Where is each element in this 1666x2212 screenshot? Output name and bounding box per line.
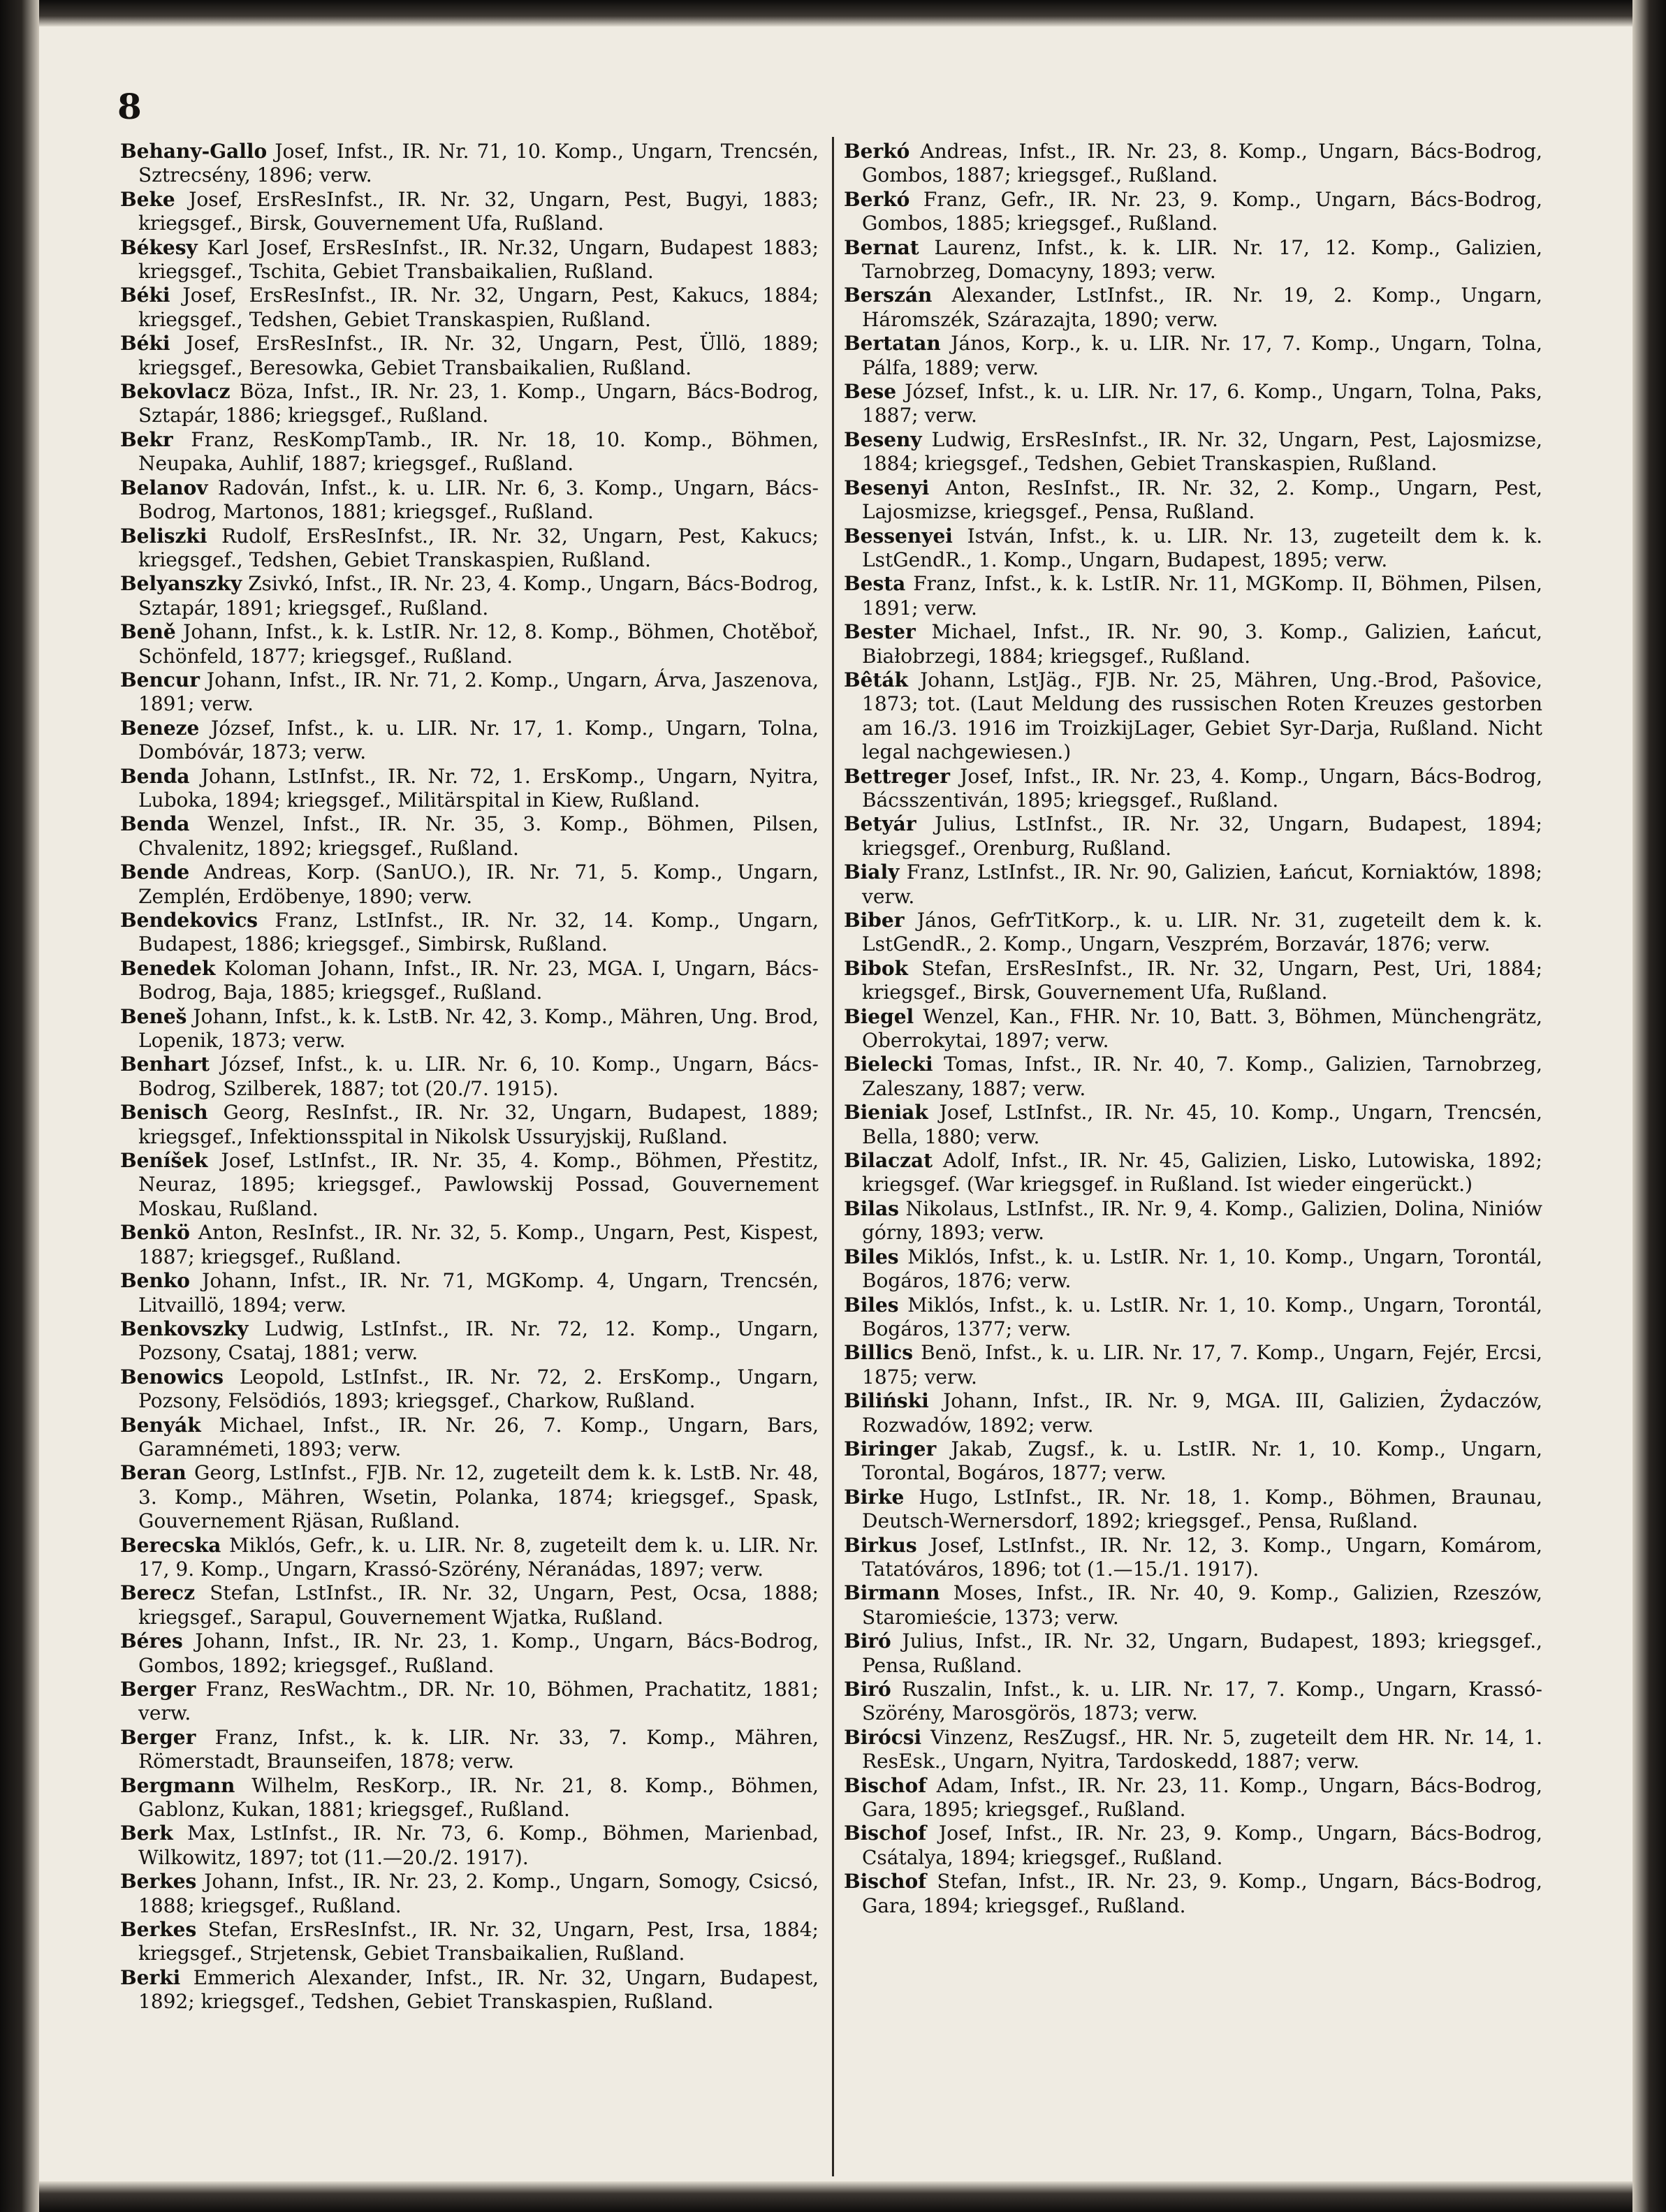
list-entry bbox=[844, 668, 1542, 765]
list-entry bbox=[844, 860, 1542, 909]
entry-details: Josef, LstInfst., IR. Nr. 35, 4. Komp., Böhmen, Přestitz, Neuraz, 1895; kriegsgef., Pawlowskij Possad, Gouvernement Moskau, Rußland. bbox=[138, 1149, 819, 1220]
entry-details: József, Infst., k. u. LIR. Nr. 17, 6. Komp., Ungarn, Tolna, Paks, 1887; verw. bbox=[862, 380, 1543, 427]
entry-details: Zsivkó, Infst., IR. Nr. 23, 4. Komp., Ungarn, Bács-Bodrog, Sztapár, 1891; kriegsgef., Rußland. bbox=[138, 572, 819, 620]
list-entry bbox=[844, 1053, 1542, 1101]
entry-surname: Biliński bbox=[844, 1389, 929, 1413]
entry-surname: Biles bbox=[844, 1293, 899, 1317]
scan-border-right bbox=[1632, 0, 1666, 2212]
entry-surname: Birmann bbox=[844, 1581, 940, 1605]
left-column bbox=[120, 140, 819, 2014]
entry-details: Josef, LstInfst., IR. Nr. 45, 10. Komp., Ungarn, Trencsén, Bella, 1880; verw. bbox=[862, 1101, 1542, 1148]
entry-surname: Belyanszky bbox=[120, 572, 242, 596]
entry-surname: Beneš bbox=[120, 1004, 187, 1028]
list-entry bbox=[120, 1053, 819, 1101]
list-entry bbox=[120, 765, 819, 813]
entry-surname: Biringer bbox=[844, 1437, 937, 1460]
list-entry bbox=[120, 332, 819, 380]
entry-details: Emmerich Alexander, Infst., IR. Nr. 32, Ungarn, Budapest, 1892; kriegsgef., Tedshen, Gebiet Transkaspien, Rußland. bbox=[138, 1965, 819, 2014]
list-entry bbox=[844, 1101, 1542, 1149]
list-entry bbox=[120, 1005, 819, 1053]
entry-surname: Bese bbox=[844, 380, 897, 404]
entry-surname: Birócsi bbox=[844, 1725, 922, 1749]
entry-details: Radován, Infst., k. u. LIR. Nr. 6, 3. Komp., Ungarn, Bács-Bodrog, Martonos, 1881; kriegsgef., Rußland. bbox=[138, 476, 819, 524]
entry-surname: Benkö bbox=[120, 1221, 190, 1245]
entry-surname: Berkó bbox=[844, 187, 910, 211]
list-entry bbox=[120, 428, 819, 476]
list-entry bbox=[844, 1534, 1542, 1582]
entry-surname: Beneze bbox=[120, 716, 200, 740]
entry-details: Karl Josef, ErsResInfst., IR. Nr.32, Ungarn, Budapest 1883; kriegsgef., Tschita, Gebiet Transbaikalien, Rußland. bbox=[138, 235, 819, 284]
entry-surname: Berk bbox=[120, 1822, 173, 1845]
entry-details: Moses, Infst., IR. Nr. 40, 9. Komp., Galizien, Rzeszów, Staromieście, 1373; verw. bbox=[862, 1581, 1542, 1629]
entry-surname: Béres bbox=[120, 1629, 183, 1653]
entry-details: Stefan, LstInfst., IR. Nr. 32, Ungarn, Pest, Ocsa, 1888; kriegsgef., Sarapul, Gouvernement Wjatka, Rußland. bbox=[138, 1581, 819, 1629]
entry-surname: Békesy bbox=[120, 235, 198, 259]
entry-surname: Bekovlacz bbox=[120, 380, 231, 404]
list-entry bbox=[844, 332, 1542, 380]
entry-surname: Benowics bbox=[120, 1365, 224, 1389]
entry-details: Georg, LstInfst., FJB. Nr. 12, zugeteilt dem k. k. LstB. Nr. 48, 3. Komp., Mähren, Wsetin, Polanka, 1874; kriegsgef., Spask, Gouvernement Rjäsan, Rußland. bbox=[138, 1461, 819, 1533]
list-entry bbox=[844, 1726, 1542, 1774]
list-entry bbox=[120, 1678, 819, 1726]
entry-surname: Bencur bbox=[120, 668, 200, 691]
list-entry bbox=[120, 525, 819, 573]
list-entry bbox=[844, 140, 1542, 188]
column-divider bbox=[832, 137, 834, 2176]
entry-surname: Bende bbox=[120, 860, 190, 884]
list-entry bbox=[120, 1629, 819, 1678]
entry-details: Johann, Infst., IR. Nr. 71, 2. Komp., Ungarn, Árva, Jaszenova, 1891; verw. bbox=[138, 668, 819, 716]
entry-surname: Beke bbox=[120, 187, 175, 211]
entry-surname: Billics bbox=[844, 1341, 914, 1365]
entry-surname: Besenyi bbox=[844, 476, 930, 499]
entry-surname: Bekr bbox=[120, 427, 173, 451]
entry-surname: Bertatan bbox=[844, 332, 941, 356]
list-entry bbox=[120, 1149, 819, 1221]
entry-surname: Bester bbox=[844, 620, 916, 644]
entry-surname: Benko bbox=[120, 1269, 190, 1293]
entry-surname: Bendekovics bbox=[120, 909, 258, 932]
entry-details: Laurenz, Infst., k. k. LIR. Nr. 17, 12. Komp., Galizien, Tarnobrzeg, Domacyny, 1893; verw. bbox=[862, 235, 1542, 284]
entry-surname: Bischof bbox=[844, 1870, 927, 1894]
entry-details: Leopold, LstInfst., IR. Nr. 72, 2. ErsKomp., Ungarn, Pozsony, Felsödiós, 1893; kriegsgef., Charkow, Rußland. bbox=[138, 1365, 819, 1413]
entry-details: Alexander, LstInfst., IR. Nr. 19, 2. Komp., Ungarn, Háromszék, Szárazajta, 1890; verw. bbox=[862, 284, 1542, 331]
list-entry bbox=[844, 957, 1542, 1005]
entry-surname: Biber bbox=[844, 909, 905, 932]
entry-details: János, GefrTitKorp., k. u. LIR. Nr. 31, zugeteilt dem k. k. LstGendR., 2. Komp., Ungarn, Veszprém, Borzavár, 1876; verw. bbox=[862, 909, 1542, 956]
entry-surname: Birkus bbox=[844, 1533, 917, 1557]
entry-details: Franz, LstInfst., IR. Nr. 90, Galizien, Łańcut, Korniaktów, 1898; verw. bbox=[862, 860, 1542, 908]
list-entry bbox=[120, 1581, 819, 1629]
entry-details: József, Infst., k. u. LIR. Nr. 17, 1. Komp., Ungarn, Tolna, Dombóvár, 1873; verw. bbox=[138, 716, 819, 764]
entry-surname: Belanov bbox=[120, 476, 208, 499]
list-entry bbox=[120, 1870, 819, 1918]
entry-details: Josef, Infst., IR. Nr. 23, 4. Komp., Ungarn, Bács-Bodrog, Bácsszentiván, 1895; kriegsgef., Rußland. bbox=[862, 764, 1542, 812]
entry-surname: Biró bbox=[844, 1629, 891, 1653]
list-entry bbox=[844, 1629, 1542, 1678]
entry-details: Miklós, Infst., k. u. LstIR. Nr. 1, 10. Komp., Ungarn, Torontál, Bogáros, 1876; verw. bbox=[862, 1245, 1542, 1293]
list-entry bbox=[120, 1774, 819, 1822]
entry-details: Michael, Infst., IR. Nr. 90, 3. Komp., Galizien, Łańcut, Białobrzegi, 1884; kriegsgef., Rußland. bbox=[862, 620, 1542, 668]
entry-surname: Birke bbox=[844, 1485, 905, 1509]
entry-details: Jakab, Zugsf., k. u. LstIR. Nr. 1, 10. Komp., Ungarn, Torontal, Bogáros, 1877; verw. bbox=[862, 1437, 1542, 1485]
list-entry bbox=[120, 668, 819, 717]
entry-surname: Behany-Gallo bbox=[120, 140, 268, 163]
entry-details: Adolf, Infst., IR. Nr. 45, Galizien, Lisko, Lutowiska, 1892; kriegsgef. (War kriegsgef. in Rußland. Ist wieder eingerückt.) bbox=[862, 1149, 1542, 1196]
entry-details: Josef, Infst., IR. Nr. 23, 9. Komp., Ungarn, Bács-Bodrog, Csátalya, 1894; kriegsgef., Rußland. bbox=[862, 1822, 1542, 1869]
entry-details: Franz, ResKompTamb., IR. Nr. 18, 10. Komp., Böhmen, Neupaka, Auhlif, 1887; kriegsgef., Rußland. bbox=[138, 427, 819, 476]
entry-details: Franz, ResWachtm., DR. Nr. 10, Böhmen, Prachatitz, 1881; verw. bbox=[138, 1678, 819, 1725]
entry-surname: Bischof bbox=[844, 1773, 927, 1797]
list-entry bbox=[120, 860, 819, 909]
list-entry bbox=[844, 1294, 1542, 1342]
list-entry bbox=[120, 284, 819, 332]
list-entry bbox=[844, 1245, 1542, 1294]
list-entry bbox=[120, 717, 819, 765]
list-entry bbox=[120, 1269, 819, 1317]
list-entry bbox=[844, 1389, 1542, 1437]
entry-details: Böza, Infst., IR. Nr. 23, 1. Komp., Ungarn, Bács-Bodrog, Sztapár, 1886; kriegsgef., Rußland. bbox=[138, 380, 819, 427]
scan-border-bottom bbox=[0, 2181, 1666, 2212]
entry-surname: Bessenyei bbox=[844, 524, 953, 548]
list-entry bbox=[120, 1101, 819, 1149]
entry-details: Ludwig, ErsResInfst., IR. Nr. 32, Ungarn, Pest, Lajosmizse, 1884; kriegsgef., Tedshen, Gebiet Transkaspien, Rußland. bbox=[862, 427, 1542, 476]
entry-surname: Béki bbox=[120, 332, 170, 356]
entry-details: Koloman Johann, Infst., IR. Nr. 23, MGA. I, Ungarn, Bács-Bodrog, Baja, 1885; kriegsgef., Rußland. bbox=[138, 956, 819, 1004]
list-entry bbox=[844, 572, 1542, 620]
list-entry bbox=[844, 428, 1542, 476]
entry-details: Johann, Infst., IR. Nr. 71, MGKomp. 4, Ungarn, Trencsén, Litvaillö, 1894; verw. bbox=[138, 1269, 819, 1317]
entry-details: Georg, ResInfst., IR. Nr. 32, Ungarn, Budapest, 1889; kriegsgef., Infektionsspital in Nikolsk Ussuryjskij, Rußland. bbox=[138, 1101, 819, 1148]
entry-surname: Biles bbox=[844, 1245, 899, 1268]
entry-details: Miklós, Infst., k. u. LstIR. Nr. 1, 10. Komp., Ungarn, Torontál, Bogáros, 1377; verw. bbox=[862, 1293, 1542, 1340]
list-entry bbox=[120, 812, 819, 860]
list-entry bbox=[844, 1678, 1542, 1726]
list-entry bbox=[120, 476, 819, 525]
entry-details: Franz, Infst., k. k. LIR. Nr. 33, 7. Komp., Mähren, Römerstadt, Braunseifen, 1878; verw. bbox=[138, 1725, 819, 1773]
list-entry bbox=[844, 380, 1542, 428]
list-entry bbox=[120, 1414, 819, 1462]
entry-details: Adam, Infst., IR. Nr. 23, 11. Komp., Ungarn, Bács-Bodrog, Gara, 1895; kriegsgef., Rußland. bbox=[862, 1773, 1542, 1822]
list-entry bbox=[120, 957, 819, 1005]
list-entry bbox=[844, 1197, 1542, 1245]
entry-details: Julius, LstInfst., IR. Nr. 32, Ungarn, Budapest, 1894; kriegsgef., Orenburg, Rußland. bbox=[862, 812, 1542, 860]
entry-surname: Berger bbox=[120, 1725, 196, 1749]
page-number: 8 bbox=[117, 86, 142, 127]
list-entry bbox=[844, 525, 1542, 573]
entry-surname: Beran bbox=[120, 1461, 187, 1485]
entry-details: Johann, Infst., k. k. LstB. Nr. 42, 3. Komp., Mähren, Ung. Brod, Lopenik, 1873; verw. bbox=[138, 1004, 819, 1053]
entry-surname: Béki bbox=[120, 284, 170, 307]
entry-details: Tomas, Infst., IR. Nr. 40, 7. Komp., Galizien, Tarnobrzeg, Zaleszany, 1887; verw. bbox=[862, 1053, 1542, 1100]
entry-details: Wenzel, Kan., FHR. Nr. 10, Batt. 3, Böhmen, Münchengrätz, Oberrokytai, 1897; verw. bbox=[862, 1004, 1542, 1053]
entry-surname: Beseny bbox=[844, 427, 922, 451]
entry-details: Josef, ErsResInfst., IR. Nr. 32, Ungarn, Pest, Üllö, 1889; kriegsgef., Beresowka, Gebiet Transbaikalien, Rußland. bbox=[138, 332, 819, 379]
entry-surname: Berecska bbox=[120, 1533, 221, 1557]
entry-details: Josef, Infst., IR. Nr. 71, 10. Komp., Ungarn, Trencsén, Sztrecsény, 1896; verw. bbox=[138, 140, 819, 187]
list-entry bbox=[844, 1486, 1542, 1534]
entry-details: Nikolaus, LstInfst., IR. Nr. 9, 4. Komp., Galizien, Dolina, Niniów górny, 1893; verw. bbox=[862, 1196, 1542, 1245]
right-column bbox=[844, 140, 1542, 1918]
entry-details: Julius, Infst., IR. Nr. 32, Ungarn, Budapest, 1893; kriegsgef., Pensa, Rußland. bbox=[862, 1629, 1542, 1677]
list-entry bbox=[120, 188, 819, 236]
entry-details: Andreas, Korp. (SanUO.), IR. Nr. 71, 5. Komp., Ungarn, Zemplén, Erdöbenye, 1890; verw. bbox=[138, 860, 819, 908]
entry-surname: Benda bbox=[120, 764, 190, 788]
entry-details: Andreas, Infst., IR. Nr. 23, 8. Komp., Ungarn, Bács-Bodrog, Gombos, 1887; kriegsgef., Rußland. bbox=[862, 140, 1542, 187]
list-entry bbox=[120, 1365, 819, 1414]
entry-details: János, Korp., k. u. LIR. Nr. 17, 7. Komp., Ungarn, Tolna, Pálfa, 1889; verw. bbox=[862, 332, 1542, 379]
entry-details: Johann, LstInfst., IR. Nr. 72, 1. ErsKomp., Ungarn, Nyitra, Luboka, 1894; kriegsgef., Militärspital in Kiew, Rußland. bbox=[138, 764, 819, 812]
entry-surname: Bieniak bbox=[844, 1101, 928, 1125]
entry-details: Hugo, LstInfst., IR. Nr. 18, 1. Komp., Böhmen, Braunau, Deutsch-Wernersdorf, 1892; kriegsgef., Pensa, Rußland. bbox=[862, 1485, 1543, 1533]
entry-details: Franz, LstInfst., IR. Nr. 32, 14. Komp., Ungarn, Budapest, 1886; kriegsgef., Simbirsk, Rußland. bbox=[138, 909, 819, 956]
entry-surname: Bibok bbox=[844, 956, 908, 980]
entry-surname: Betyár bbox=[844, 812, 916, 836]
entry-details: Johann, Infst., IR. Nr. 23, 1. Komp., Ungarn, Bács-Bodrog, Gombos, 1892; kriegsgef., Rußland. bbox=[138, 1629, 819, 1677]
scan-border-left bbox=[0, 0, 39, 2212]
entry-details: Miklós, Gefr., k. u. LIR. Nr. 8, zugeteilt dem k. u. LIR. Nr. 17, 9. Komp., Ungarn, Krassó-Szörény, Néranádas, 1897; verw. bbox=[138, 1533, 819, 1581]
list-entry bbox=[844, 1437, 1542, 1486]
list-entry bbox=[120, 1317, 819, 1365]
entry-details: Josef, ErsResInfst., IR. Nr. 32, Ungarn, Pest, Kakucs, 1884; kriegsgef., Tedshen, Gebiet Transkaspien, Rußland. bbox=[138, 284, 819, 331]
entry-surname: Berki bbox=[120, 1965, 181, 1989]
entry-surname: Benyák bbox=[120, 1413, 201, 1437]
scan-border-top bbox=[0, 0, 1666, 27]
list-entry bbox=[120, 1918, 819, 1966]
entry-surname: Beně bbox=[120, 620, 176, 644]
entry-surname: Bêták bbox=[844, 668, 908, 691]
list-entry bbox=[844, 284, 1542, 332]
entry-details: Wenzel, Infst., IR. Nr. 35, 3. Komp., Böhmen, Pilsen, Chvalenitz, 1892; kriegsgef., Rußland. bbox=[138, 812, 819, 860]
entry-surname: Berkes bbox=[120, 1918, 197, 1942]
entry-details: Anton, ResInfst., IR. Nr. 32, 2. Komp., Ungarn, Pest, Lajosmizse, kriegsgef., Pensa, Rußland. bbox=[862, 476, 1542, 524]
entry-details: Franz, Infst., k. k. LstIR. Nr. 11, MGKomp. II, Böhmen, Pilsen, 1891; verw. bbox=[862, 572, 1542, 620]
list-entry bbox=[844, 476, 1542, 525]
entry-details: Johann, LstJäg., FJB. Nr. 25, Mähren, Ung.-Brod, Pašovice, 1873; tot. (Laut Meldung des russischen Roten Kreuzes gestorben am 16./3. 1916 im TroizkijLager, Gebiet Syr-Darja, Rußland. Nicht legal nachgewiesen.) bbox=[862, 668, 1542, 764]
entry-details: Max, LstInfst., IR. Nr. 73, 6. Komp., Böhmen, Marienbad, Wilkowitz, 1897; tot (11.—20./2. 1917). bbox=[138, 1822, 819, 1869]
entry-details: István, Infst., k. u. LIR. Nr. 13, zugeteilt dem k. k. LstGendR., 1. Komp., Ungarn, Budapest, 1895; verw. bbox=[862, 524, 1542, 571]
entry-surname: Benhart bbox=[120, 1053, 210, 1076]
entry-surname: Bilaczat bbox=[844, 1149, 933, 1173]
entry-surname: Benisch bbox=[120, 1101, 208, 1125]
entry-details: Benö, Infst., k. u. LIR. Nr. 17, 7. Komp., Ungarn, Fejér, Ercsi, 1875; verw. bbox=[862, 1341, 1542, 1389]
list-entry bbox=[120, 909, 819, 957]
list-entry bbox=[844, 765, 1542, 813]
list-entry bbox=[120, 1534, 819, 1582]
entry-surname: Bischof bbox=[844, 1822, 927, 1845]
list-entry bbox=[120, 620, 819, 668]
list-entry bbox=[844, 188, 1542, 236]
entry-details: Josef, ErsResInfst., IR. Nr. 32, Ungarn, Pest, Bugyi, 1883; kriegsgef., Birsk, Gouvernement Ufa, Rußland. bbox=[138, 187, 819, 235]
entry-surname: Bergmann bbox=[120, 1773, 235, 1797]
list-entry bbox=[120, 1966, 819, 2014]
entry-details: Ruszalin, Infst., k. u. LIR. Nr. 17, 7. Komp., Ungarn, Krassó-Szörény, Marosgörös, 1873; verw. bbox=[862, 1678, 1542, 1725]
entry-surname: Bielecki bbox=[844, 1053, 933, 1076]
entry-surname: Benkovszky bbox=[120, 1317, 249, 1340]
list-entry bbox=[120, 1726, 819, 1774]
entry-details: Ludwig, LstInfst., IR. Nr. 72, 12. Komp., Ungarn, Pozsony, Csataj, 1881; verw. bbox=[138, 1317, 819, 1365]
entry-surname: Berecz bbox=[120, 1581, 195, 1605]
list-entry bbox=[844, 1005, 1542, 1053]
entry-surname: Bialy bbox=[844, 860, 900, 884]
entry-surname: Benedek bbox=[120, 956, 216, 980]
list-entry bbox=[844, 1870, 1542, 1918]
list-entry bbox=[120, 572, 819, 620]
entry-surname: Besta bbox=[844, 572, 906, 596]
entry-details: József, Infst., k. u. LIR. Nr. 6, 10. Komp., Ungarn, Bács-Bodrog, Szilberek, 1887; tot (20./7. 1915). bbox=[138, 1053, 819, 1100]
entry-surname: Bettreger bbox=[844, 764, 951, 788]
list-entry bbox=[844, 1822, 1542, 1870]
list-entry bbox=[120, 236, 819, 284]
list-entry bbox=[844, 1341, 1542, 1389]
entry-details: Johann, Infst., IR. Nr. 23, 2. Komp., Ungarn, Somogy, Csicsó, 1888; kriegsgef., Rußland. bbox=[138, 1870, 819, 1917]
entry-surname: Biegel bbox=[844, 1004, 914, 1028]
list-entry bbox=[844, 620, 1542, 668]
entry-surname: Benda bbox=[120, 812, 190, 836]
list-entry bbox=[120, 140, 819, 188]
list-entry bbox=[844, 909, 1542, 957]
entry-details: Wilhelm, ResKorp., IR. Nr. 21, 8. Komp., Böhmen, Gablonz, Kukan, 1881; kriegsgef., Rußland. bbox=[138, 1773, 819, 1822]
entry-details: Rudolf, ErsResInfst., IR. Nr. 32, Ungarn, Pest, Kakucs; kriegsgef., Tedshen, Gebiet Transkaspien, Rußland. bbox=[138, 524, 819, 571]
entry-details: Stefan, ErsResInfst., IR. Nr. 32, Ungarn, Pest, Irsa, 1884; kriegsgef., Strjetensk, Gebiet Transbaikalien, Rußland. bbox=[138, 1918, 819, 1965]
entry-details: Michael, Infst., IR. Nr. 26, 7. Komp., Ungarn, Bars, Garamnémeti, 1893; verw. bbox=[138, 1413, 819, 1460]
entry-details: Josef, LstInfst., IR. Nr. 12, 3. Komp., Ungarn, Komárom, Tatatóváros, 1896; tot (1.—15./1. 1917). bbox=[862, 1533, 1542, 1581]
list-entry bbox=[120, 1221, 819, 1269]
list-entry bbox=[844, 1581, 1542, 1629]
entry-surname: Berszán bbox=[844, 284, 933, 307]
entry-details: Anton, ResInfst., IR. Nr. 32, 5. Komp., Ungarn, Pest, Kispest, 1887; kriegsgef., Rußland. bbox=[138, 1221, 819, 1268]
list-entry bbox=[120, 380, 819, 428]
list-entry bbox=[120, 1461, 819, 1533]
entry-surname: Berkó bbox=[844, 140, 910, 163]
list-entry bbox=[844, 812, 1542, 860]
entry-details: Stefan, Infst., IR. Nr. 23, 9. Komp., Ungarn, Bács-Bodrog, Gara, 1894; kriegsgef., Rußland. bbox=[862, 1870, 1542, 1917]
entry-details: Vinzenz, ResZugsf., HR. Nr. 5, zugeteilt dem HR. Nr. 14, 1. ResEsk., Ungarn, Nyitra, Tardoskedd, 1887; verw. bbox=[862, 1725, 1543, 1773]
list-entry bbox=[120, 1822, 819, 1870]
entry-details: Stefan, ErsResInfst., IR. Nr. 32, Ungarn, Pest, Uri, 1884; kriegsgef., Birsk, Gouvernement Ufa, Rußland. bbox=[862, 956, 1542, 1004]
list-entry bbox=[844, 236, 1542, 284]
entry-details: Johann, Infst., k. k. LstIR. Nr. 12, 8. Komp., Böhmen, Chotěboř, Schönfeld, 1877; kriegsgef., Rußland. bbox=[138, 620, 819, 668]
entry-surname: Bernat bbox=[844, 235, 919, 259]
entry-surname: Berger bbox=[120, 1678, 196, 1701]
entry-surname: Berkes bbox=[120, 1870, 197, 1894]
entry-surname: Beníšek bbox=[120, 1149, 208, 1173]
list-entry bbox=[844, 1774, 1542, 1822]
entry-surname: Biró bbox=[844, 1678, 891, 1701]
list-entry bbox=[844, 1149, 1542, 1197]
entry-details: Johann, Infst., IR. Nr. 9, MGA. III, Galizien, Żydaczów, Rozwadów, 1892; verw. bbox=[862, 1389, 1542, 1437]
entry-details: Franz, Gefr., IR. Nr. 23, 9. Komp., Ungarn, Bács-Bodrog, Gombos, 1885; kriegsgef., Rußland. bbox=[862, 187, 1542, 235]
entry-surname: Bilas bbox=[844, 1196, 899, 1220]
entry-surname: Beliszki bbox=[120, 524, 207, 548]
